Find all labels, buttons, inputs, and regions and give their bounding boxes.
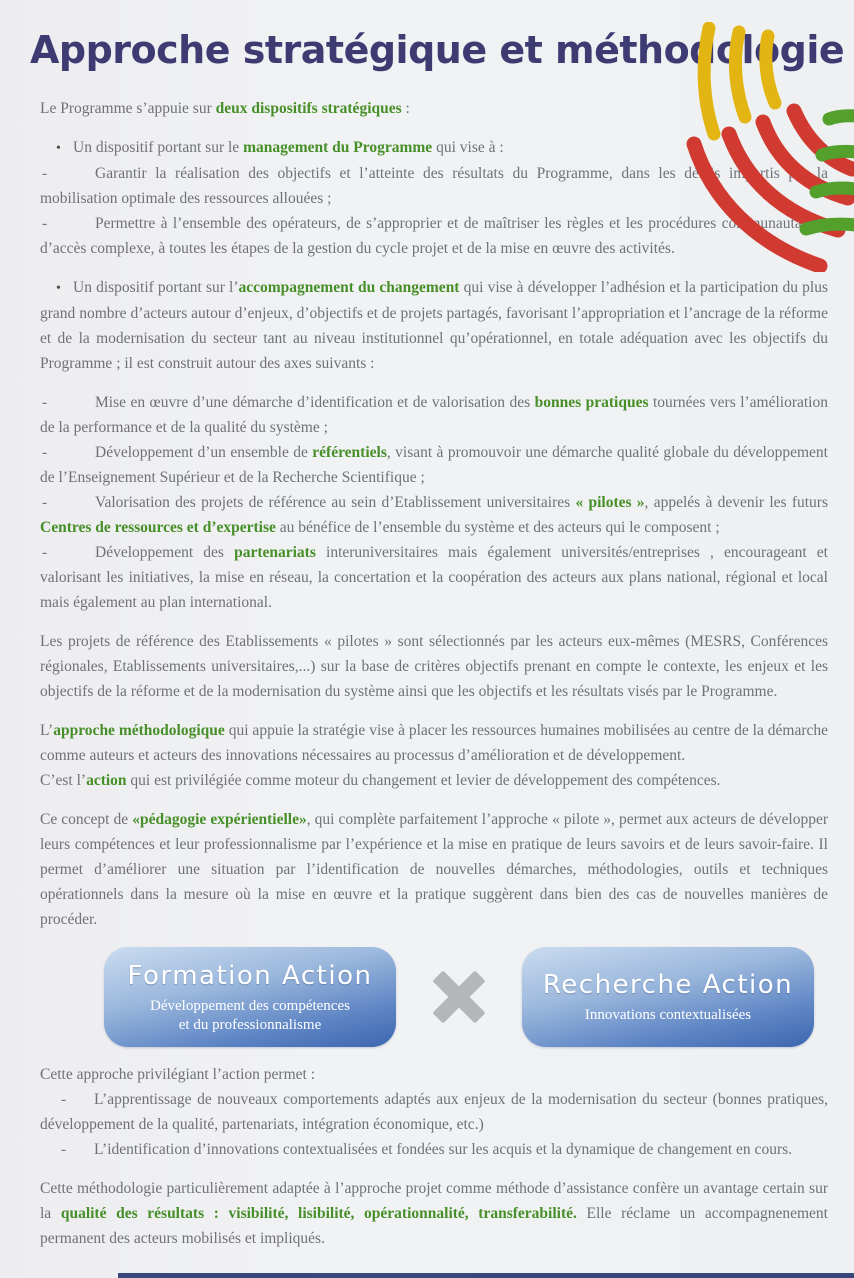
text-segment: , qui complète parfaitement l’approche « pilote », permet aux acteurs de développer leurs compétences et leur professionnalisme par l’expérience et la mise en pratique de leurs savoirs et de leurs savoir-faire. Il permet d’améliorer une situation par l’identification de nouvelles démarches, méthodologies, outils et techniques opérationnels dans la mesure où la mise en œuvre et la pratique suggèrent dans bien des cas de nouvelles manières de procéder. (40, 811, 828, 928)
dash-marker: - (42, 165, 48, 182)
text-segment: interuniversitaires mais également universités/entreprises , encourageant et valorisant les initiatives, la mise en réseau, la concertation et la coopération des acteurs aux plans national, régional et local mais également au plan international. (40, 544, 828, 611)
formation-action-subtitle (104, 997, 396, 1035)
formation-action-title: Formation Action (127, 960, 373, 991)
highlight-segment: approche méthodologique (53, 722, 225, 739)
text-segment: , appelés à devenir les futurs (644, 494, 828, 511)
footer-rule (118, 1273, 854, 1278)
page-title: Approche stratégique et méthodologie (30, 28, 845, 72)
text-segment: tournées vers l’amélioration de la performance et de la qualité du système ; (40, 394, 828, 436)
highlight-segment: action (86, 772, 127, 789)
text-segment: Un dispositif portant sur l’ (73, 279, 239, 296)
text-segment: Un dispositif portant sur le (73, 139, 244, 156)
text-segment: Valorisation des projets de référence au sein d’Etablissement universitaires (95, 494, 576, 511)
highlight-segment: accompagnement du changement (238, 279, 460, 296)
action-diagram (104, 946, 814, 1048)
formation-action-subtitle-line1: Développement des compétences (150, 997, 350, 1014)
text-segment: L’identification d’innovations contextualisées et fondées sur les acquis et la dynamique de changement en cours. (94, 1141, 793, 1158)
text-segment: L’ (40, 722, 54, 739)
text-segment: Développement des (95, 544, 235, 561)
highlight-segment: qualité des résultats : visibilité, lisibilité, opérationnalité, transferabilité. (60, 1205, 577, 1222)
list-item (40, 390, 828, 440)
dash-marker: - (42, 215, 48, 232)
text-segment: Cette méthodologie particulièrement adaptée à l’approche projet comme méthode d’assistance confère un avantage certain sur la (40, 1180, 828, 1222)
formation-action-subtitle-line2: et du professionnalisme (178, 1016, 322, 1033)
bullet-marker: • (56, 281, 61, 296)
dash-marker: - (42, 394, 48, 411)
highlight-segment: « pilotes » (575, 494, 645, 511)
document-body-bottom (40, 1062, 828, 1251)
dash-marker: - (42, 544, 48, 561)
dash-marker: - (61, 1091, 67, 1108)
document-body-top (40, 96, 828, 932)
dash-marker: - (61, 1141, 67, 1158)
text-segment: qui appuie la stratégie vise à placer les ressources humaines mobilisées au centre de la démarche comme auteurs et acteurs des innovations nécessaires au processus d’amélioration et de développement. (40, 722, 828, 764)
highlight-segment: management du Programme (243, 139, 433, 156)
paragraph (40, 807, 828, 932)
highlight-segment: partenariats (234, 544, 316, 561)
text-segment: : (401, 100, 410, 117)
text-segment: Le Programme s’appuie sur (40, 100, 216, 117)
highlight-segment: «pédagogie expérientielle» (132, 811, 307, 828)
list-item (40, 490, 828, 540)
highlight-segment: bonnes pratiques (534, 394, 649, 411)
text-segment: Permettre à l’ensemble des opérateurs, de s’approprier et de maîtriser les règles et les procédures communautaires, d’accès complexe, à toutes les étapes de la gestion du cycle projet et de la mise en œuvre des activités. (40, 215, 828, 257)
highlight-segment: Centres de ressources et d’expertise (40, 519, 276, 536)
paragraph (40, 718, 828, 768)
diagram-connector (396, 966, 522, 1028)
recherche-action-subtitle: Innovations contextualisées (584, 1007, 752, 1023)
bullet-marker: • (56, 141, 61, 156)
paragraph (40, 768, 828, 793)
text-segment: Ce concept de (40, 811, 133, 828)
highlight-segment: référentiels (312, 444, 387, 461)
text-segment: qui est privilégiée comme moteur du changement et levier de développement des compétences. (126, 772, 721, 789)
list-item (40, 275, 828, 376)
list-item (40, 440, 828, 490)
text-segment: Cette approche privilégiant l’action permet : (40, 1066, 316, 1083)
list-item (40, 211, 828, 261)
text-segment: Les projets de référence des Etablissements « pilotes » sont sélectionnés par les acteurs eux-mêmes (MESRS, Conférences régionales, Etablissements universitaires,...) sur la base de critères objectifs prenant en compte le contexte, les enjeux et les objectifs de la réforme et de la modernisation du système ainsi que les objectifs et les résultats visés par le Programme. (40, 633, 828, 700)
text-segment: Mise en œuvre d’une démarche d’identification et de valorisation des (95, 394, 535, 411)
paragraph (40, 629, 828, 704)
dash-marker: - (42, 444, 48, 461)
list-item (40, 540, 828, 615)
paragraph (40, 1062, 828, 1087)
text-segment: Développement d’un ensemble de (95, 444, 313, 461)
highlight-segment: deux dispositifs stratégiques (215, 100, 402, 117)
recherche-action-box (522, 947, 814, 1047)
formation-action-box (104, 947, 396, 1047)
list-item (40, 1137, 828, 1162)
text-segment: L’apprentissage de nouveaux comportements adaptés aux enjeux de la modernisation du secteur (bonnes pratiques, développement de la qualité, partenariats, intégration économique, etc.) (40, 1091, 828, 1133)
text-segment: au bénéfice de l’ensemble du système et des acteurs qui le composent ; (275, 519, 720, 536)
text-segment: qui vise à développer l’adhésion et la participation du plus grand nombre d’acteurs autour d’enjeux, d’objectifs et de projets partagés, favorisant l’appropriation et l’ancrage de la réforme et de la modernisation du secteur tant au niveau institutionnel qu’opérationnel, en totale adéquation avec les objectifs du Programme ; il est construit autour des axes suivants : (40, 279, 828, 372)
x-cross-icon (428, 966, 490, 1028)
list-item (40, 135, 828, 161)
text-segment: Elle réclame un accompagnenement permanent des acteurs mobilisés et impliqués. (40, 1205, 828, 1247)
list-item (40, 1087, 828, 1137)
text-segment: C’est l’ (40, 772, 87, 789)
text-segment: , visant à promouvoir une démarche qualité globale du développement de l’Enseignement Supérieur et de la Recherche Scientifique ; (40, 444, 828, 486)
paragraph (40, 1176, 828, 1251)
list-item (40, 161, 828, 211)
recherche-action-title: Recherche Action (542, 970, 794, 1000)
dash-marker: - (42, 494, 48, 511)
text-segment: Garantir la réalisation des objectifs et l’atteinte des résultats du Programme, dans les délais impartis par la mobilisation optimale des ressources allouées ; (40, 165, 828, 207)
paragraph (40, 96, 828, 121)
text-segment: qui vise à : (432, 139, 504, 156)
